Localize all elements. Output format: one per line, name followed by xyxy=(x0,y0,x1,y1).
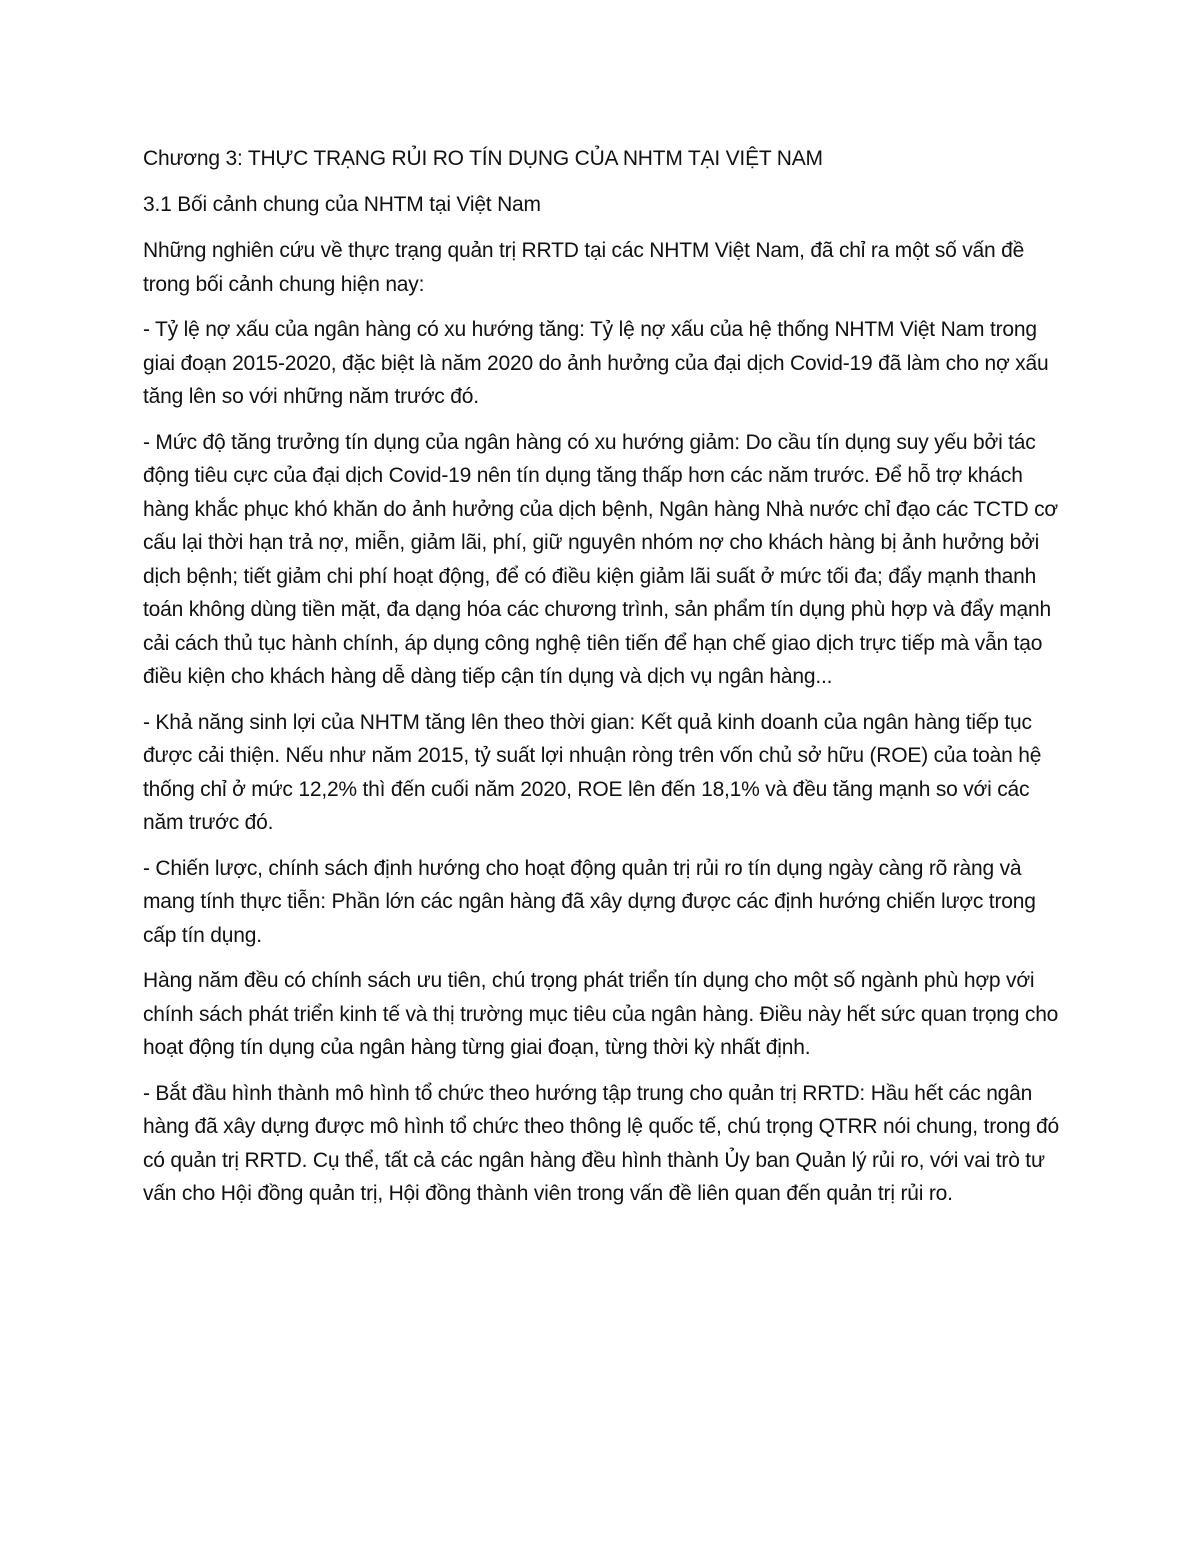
paragraph-organization-model: - Bắt đầu hình thành mô hình tổ chức theo hướng tập trung cho quản trị RRTD: Hầu hết các ngân hàng đã xây dựng được mô hình tổ chức theo thông lệ quốc tế, chú trọng QTRR nói chung, trong đó có quản trị RRTD. Cụ thể, tất cả các ngân hàng đều hình thành Ủy ban Quản lý rủi ro, với vai trò tư vấn cho Hội đồng quản trị, Hội đồng thành viên trong vấn đề liên quan đến quản trị rủi ro. xyxy=(143,1081,1060,1205)
paragraph-intro: Những nghiên cứu về thực trạng quản trị RRTD tại các NHTM Việt Nam, đã chỉ ra một số vấn đề trong bối cảnh chung hiện nay: xyxy=(143,239,1025,296)
paragraph-priority-policy: Hàng năm đều có chính sách ưu tiên, chú trọng phát triển tín dụng cho một số ngành phù hợp với chính sách phát triển kinh tế và thị trường mục tiêu của ngân hàng. Điều này hết sức quan trọng cho hoạt động tín dụng của ngân hàng từng giai đoạn, từng thời kỳ nhất định. xyxy=(143,969,1059,1059)
chapter-title: Chương 3: THỰC TRẠNG RỦI RO TÍN DỤNG CỦA NHTM TẠI VIỆT NAM xyxy=(143,147,823,170)
document-body xyxy=(143,142,1063,1223)
paragraph-bad-debt: - Tỷ lệ nợ xấu của ngân hàng có xu hướng tăng: Tỷ lệ nợ xấu của hệ thống NHTM Việt Nam trong giai đoạn 2015-2020, đặc biệt là năm 2020 do ảnh hưởng của đại dịch Covid-19 đã làm cho nợ xấu tăng lên so với những năm trước đó. xyxy=(143,318,1049,408)
paragraph-strategy: - Chiến lược, chính sách định hướng cho hoạt động quản trị rủi ro tín dụng ngày càng rõ ràng và mang tính thực tiễn: Phần lớn các ngân hàng đã xây dựng được các định hướng chiến lược trong cấp tín dụng. xyxy=(143,856,1036,947)
paragraph-profitability: - Khả năng sinh lợi của NHTM tăng lên theo thời gian: Kết quả kinh doanh của ngân hàng tiếp tục được cải thiện. Nếu như năm 2015, tỷ suất lợi nhuận ròng trên vốn chủ sở hữu (ROE) của toàn hệ thống chỉ ở mức 12,2% thì đến cuối năm 2020, ROE lên đến 18,1% và đều tăng mạnh so với các năm trước đó. xyxy=(143,710,1042,834)
paragraph-credit-growth: - Mức độ tăng trưởng tín dụng của ngân hàng có xu hướng giảm: Do cầu tín dụng suy yếu bởi tác động tiêu cực của đại dịch Covid-19 nên tín dụng tăng thấp hơn các năm trước. Để hỗ trợ khách hàng khắc phục khó khăn do ảnh hưởng của dịch bệnh, Ngân hàng Nhà nước chỉ đạo các TCTD cơ cấu lại thời hạn trả nợ, miễn, giảm lãi, phí, giữ nguyên nhóm nợ cho khách hàng bị ảnh hưởng bởi dịch bệnh; tiết giảm chi phí hoạt động, để có điều kiện giảm lãi suất ở mức tối đa; đẩy mạnh thanh toán không dùng tiền mặt, đa dạng hóa các chương trình, sản phẩm tín dụng phù hợp và đẩy mạnh cải cách thủ tục hành chính, áp dụng công nghệ tiên tiến để hạn chế giao dịch trực tiếp mà vẫn tạo điều kiện cho khách hàng dễ dàng tiếp cận tín dụng và dịch vụ ngân hàng... xyxy=(143,430,1058,688)
section-title: 3.1 Bối cảnh chung của NHTM tại Việt Nam xyxy=(143,193,541,216)
